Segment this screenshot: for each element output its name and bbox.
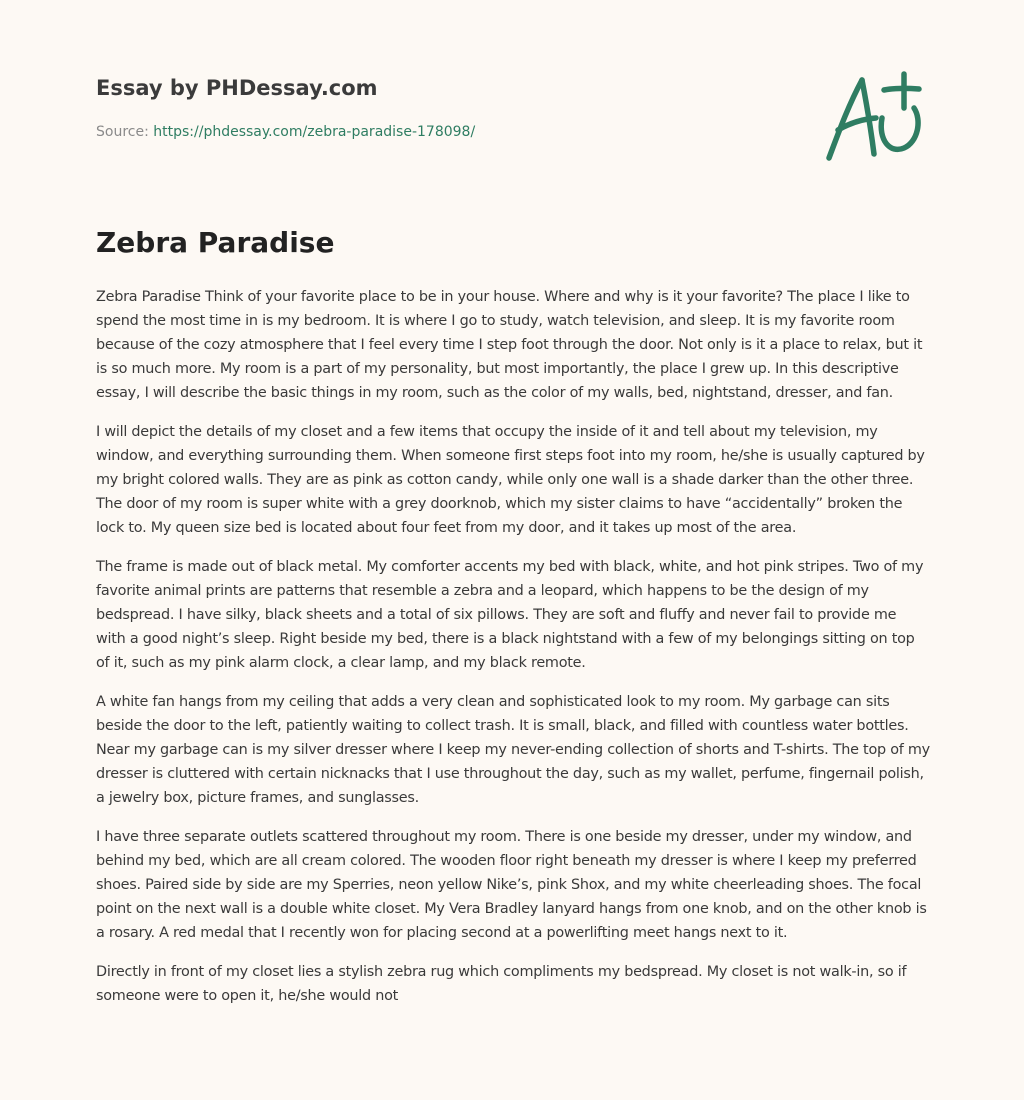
essay-paragraph: I have three separate outlets scattered throughout my room. There is one beside my dresser, under my window, and behind my bed, which are all cream colored. The wooden floor right beneath my dresser is where I keep my preferred shoes. Paired side by side are my Sperries, neon yellow Nike’s, pink Shox, and my white cheerleading shoes. The focal point on the next wall is a double white closet. My Vera Bradley lanyard hangs from one knob, and on the other knob is a rosary. A red medal that I recently won for placing second at a powerlifting meet hangs next to it.: [96, 829, 927, 941]
source-link[interactable]: https://phdessay.com/zebra-paradise-178098/: [153, 124, 476, 140]
essay-paragraph: A white fan hangs from my ceiling that adds a very clean and sophisticated look to my room. My garbage can sits beside the door to the left, patiently waiting to collect trash. It is small, black, and filled with countless water bottles. Near my garbage can is my silver dresser where I keep my never-ending collection of shorts and T-shirts. The top of my dresser is cluttered with certain nicknacks that I use throughout the day, such as my wallet, perfume, fingernail polish, a jewelry box, picture frames, and sunglasses.: [96, 694, 930, 806]
source-line: [96, 124, 475, 140]
essay-paragraph: Zebra Paradise Think of your favorite place to be in your house. Where and why is it your favorite? The place I like to spend the most time in is my bedroom. It is where I go to study, watch television, and sleep. It is my favorite room because of the cozy atmosphere that I feel every time I step foot through the door. Not only is it a place to relax, but it is so much more. My room is a part of my personality, but most importantly, the place I grew up. In this descriptive essay, I will describe the basic things in my room, such as the color of my walls, bed, nightstand, dresser, and fan.: [96, 289, 923, 401]
page-header: [96, 0, 928, 180]
essay-body: [96, 285, 930, 1023]
site-title: Essay by PHDessay.com: [96, 76, 378, 100]
essay-title: Zebra Paradise: [96, 226, 335, 259]
essay-paragraph: The frame is made out of black metal. My comforter accents my bed with black, white, and hot pink stripes. Two of my favorite animal prints are patterns that resemble a zebra and a leopard, which happens to be the design of my bedspread. I have silky, black sheets and a total of six pillows. They are soft and fluffy and never fail to provide me with a good night’s sleep. Right beside my bed, there is a black nightstand with a few of my belongings sitting on top of it, such as my pink alarm clock, a clear lamp, and my black remote.: [96, 559, 924, 671]
essay-paragraph: Directly in front of my closet lies a stylish zebra rug which compliments my bedspread. My closet is not walk-in, so if someone were to open it, he/she would not: [96, 964, 907, 1004]
a-plus-logo-icon: [824, 68, 928, 164]
essay-paragraph: I will depict the details of my closet and a few items that occupy the inside of it and tell about my television, my window, and everything surrounding them. When someone first steps foot into my room, he/she is usually captured by my bright colored walls. They are as pink as cotton candy, while only one wall is a shade darker than the other three. The door of my room is super white with a grey doorknob, which my sister claims to have “accidentally” broken the lock to. My queen size bed is located about four feet from my door, and it takes up most of the area.: [96, 424, 925, 536]
source-label: Source:: [96, 124, 149, 140]
